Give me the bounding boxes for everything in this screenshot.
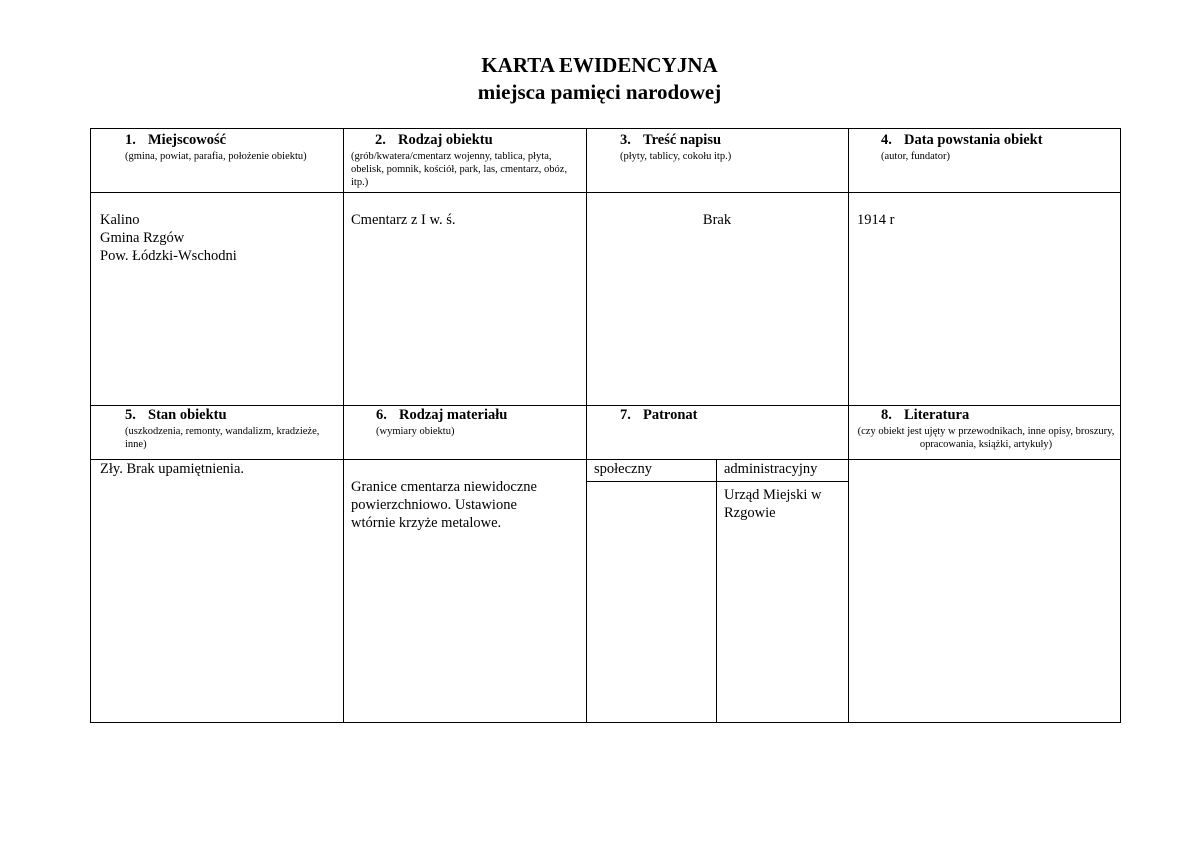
field-hint: (wymiary obiektu) [376,426,455,437]
record-card-table [90,128,1121,723]
value-tresc-napisu: Brak [702,212,732,228]
field-label: 2. Rodzaj obiektu [375,132,493,148]
field-header-data-powstania [881,132,1117,163]
field-label: 7. Patronat [620,407,698,423]
patronat-administracyjny-label: administracyjny [724,461,818,477]
field-hint: (grób/kwatera/cmentarz wojenny, tablica, płyta, obelisk, pomnik, kościół, park, las, cmentarz, obóz, itp.) [351,151,568,188]
field-label: 1. Miejscowość [125,132,227,148]
field-label: 4. Data powstania obiekt [881,132,1043,148]
field-header-rodzaj-obiektu [351,132,579,189]
field-hint: (uszkodzenia, remonty, wandalizm, kradzieże, inne) [125,426,320,450]
value-rodzaj-obiektu: Cmentarz z I w. ś. [351,212,456,228]
field-hint: (gmina, powiat, parafia, położenie obiektu) [125,151,307,162]
divider-header-top-row [91,192,1120,193]
value-miejscowosc: Kalino Gmina Rzgów Pow. Łódzki-Wschodni [100,212,237,264]
value-stan-obiektu: Zły. Brak upamiętnienia. [100,461,245,477]
divider-col-3 [848,129,849,722]
field-label: 6. Rodzaj materiału [376,407,508,423]
divider-col-1 [343,129,344,722]
field-header-stan-obiektu [125,407,339,451]
field-label: 3. Treść napisu [620,132,722,148]
field-hint: (autor, fundator) [881,151,950,162]
field-header-rodzaj-materialu [376,407,582,438]
field-header-patronat [620,407,842,425]
value-data-powstania: 1914 r [857,212,895,228]
divider-patronat-sub [586,481,848,482]
divider-col-2 [586,129,587,722]
patronat-spoleczny-label: społeczny [594,461,652,477]
field-label: 5. Stan obiektu [125,407,227,423]
value-rodzaj-materialu: Granice cmentarza niewidoczne powierzchniowo. Ustawione wtórnie krzyże metalowe. [351,479,537,531]
field-header-tresc-napisu [620,132,842,163]
field-label: 8. Literatura [881,407,970,423]
document-subtitle: miejsca pamięci narodowej [477,80,722,104]
field-hint: (czy obiekt jest ujęty w przewodnikach, inne opisy, broszury, opracowania, książki, artykuły) [857,426,1115,450]
divider-row-1 [91,405,1120,406]
divider-patronat-split [716,459,717,722]
value-patronat-administracyjny: Urząd Miejski w Rzgowie [724,487,822,521]
field-header-miejscowosc [125,132,335,163]
document-title: KARTA EWIDENCYJNA [481,53,718,77]
field-header-literatura [853,407,1119,451]
field-hint: (płyty, tablicy, cokołu itp.) [620,151,732,162]
